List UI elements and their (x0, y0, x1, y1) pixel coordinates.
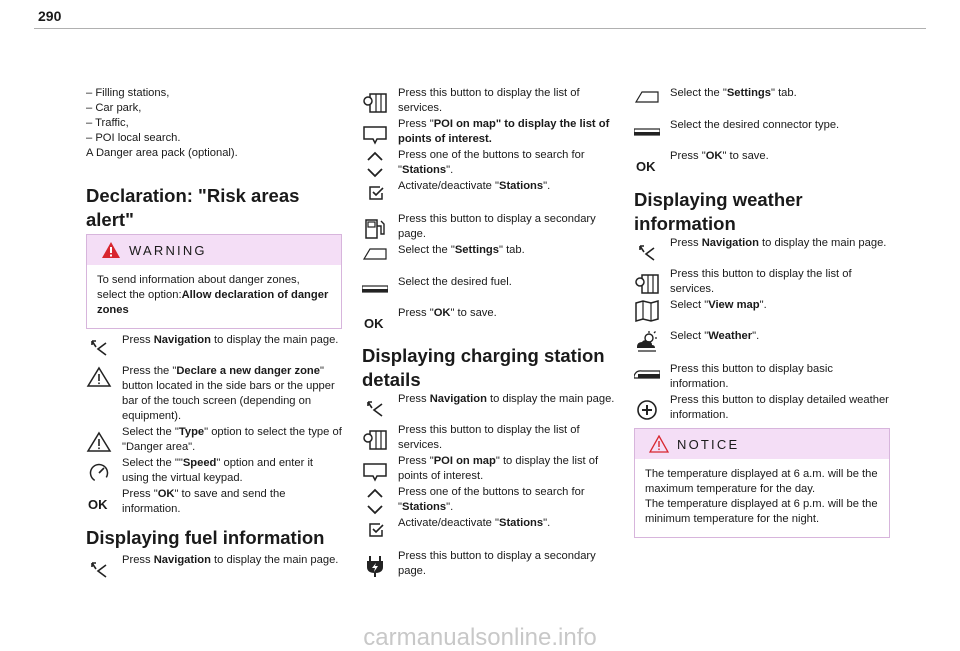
step-text (398, 516, 618, 531)
text-bold: OK (433, 307, 451, 319)
navigation-icon (86, 337, 112, 359)
step-text (398, 148, 618, 178)
text-bold: Stations (498, 517, 544, 529)
text-run: Select " (670, 299, 709, 311)
text-bold: Speed (182, 457, 217, 469)
text-run: Select the "" (122, 457, 183, 469)
text-run: to display the main page. (210, 554, 339, 566)
step-text: Select the desired connector type. (670, 119, 840, 131)
step-text: Press this button to display detailed weather information. (670, 394, 889, 421)
text-bold: Stations (401, 501, 447, 513)
list-item: – Filling stations, (86, 87, 170, 99)
section-heading-risk-areas: Declaration: "Risk areas alert" (86, 185, 300, 230)
weather-icon (634, 331, 660, 353)
text-bold: Navigation (701, 237, 759, 249)
step-text: Press this button to display basic information. (670, 363, 833, 390)
warning-title: WARNING (129, 243, 207, 258)
step-text: Press this button to display the list of services. (398, 87, 580, 114)
text-run: " button located in the side bars or the upper bar of the touch screen (depending on equipment). (122, 365, 335, 422)
step-text (122, 333, 342, 348)
text-bold: Weather (708, 330, 753, 342)
warning-icon (101, 241, 121, 259)
text-run: Press (670, 237, 702, 249)
danger-triangle-icon (86, 431, 112, 453)
text-bold: POI on map (433, 455, 496, 467)
text-run: ". (446, 164, 454, 176)
ok-icon (634, 155, 660, 177)
text-run: Press (398, 393, 430, 405)
section-heading-weather: Displaying weather information (634, 189, 803, 234)
text-run: ". (543, 180, 551, 192)
step-text: Press this button to display a secondary page. (398, 213, 596, 240)
text-run: to display the main page. (210, 334, 339, 346)
option-bar-icon (362, 283, 388, 295)
header-divider (34, 28, 926, 29)
chevron-down-icon (362, 166, 388, 180)
text-run: " to save. (722, 150, 769, 162)
text-run: " to save. (450, 307, 497, 319)
option-bar-icon (634, 126, 660, 138)
text-bold: Navigation (429, 393, 487, 405)
step-text (398, 243, 618, 258)
poi-map-icon (362, 123, 388, 145)
ok-icon (362, 312, 388, 334)
text-bold: View map (708, 299, 760, 311)
text-run: Press " (398, 455, 434, 467)
text-run: Select " (670, 330, 709, 342)
poi-map-icon (362, 460, 388, 482)
text-run: " option and enter it using the virtual keypad. (122, 457, 314, 484)
step-text (122, 553, 342, 568)
services-icon (362, 429, 388, 451)
navigation-icon (86, 559, 112, 581)
step-text (122, 456, 342, 486)
step-text: Press this button to display the list of services. (670, 268, 852, 295)
text-bold: OK (157, 488, 175, 500)
speedometer-icon (86, 462, 112, 484)
list-item: – Traffic, (86, 117, 129, 129)
services-icon (634, 273, 660, 295)
text-bold: Navigation (153, 554, 211, 566)
warning-body (87, 265, 341, 328)
text-run: Press " (398, 307, 434, 319)
section-heading-fuel: Displaying fuel information (86, 527, 325, 548)
warning-option: Allow declaration of danger zones (97, 289, 329, 316)
text-run: ". (446, 501, 454, 513)
ok-label: OK (88, 497, 108, 512)
charging-plug-icon (362, 555, 388, 577)
list-item: – POI local search. (86, 132, 181, 144)
text-bold: Navigation (153, 334, 211, 346)
text-run: Select the " (122, 426, 179, 438)
text-run: Press one of the buttons to search for " (398, 149, 585, 176)
warning-header (87, 235, 341, 265)
notice-body (635, 459, 889, 537)
text-run: Press (122, 334, 154, 346)
text-run: " tab. (498, 244, 525, 256)
text-bold: Declare a new danger zone (176, 365, 320, 377)
text-run: ". (543, 517, 551, 529)
notice-triangle-icon (649, 435, 669, 453)
step-text (398, 485, 618, 515)
notice-title: NOTICE (677, 437, 740, 452)
step-text: Press this button to display a secondary page. (398, 550, 596, 577)
text-run: to display the main page. (758, 237, 887, 249)
step-text (122, 487, 342, 517)
text-run: Press the " (122, 365, 177, 377)
step-text (122, 425, 342, 455)
checkbox-icon (362, 522, 388, 538)
step-text (398, 179, 618, 194)
text-run: Press (122, 554, 154, 566)
step-text (670, 149, 890, 164)
section-heading-charging: Displaying charging station details (362, 345, 605, 390)
text-run: Select the " (398, 244, 455, 256)
step-text: Press this button to display the list of services. (398, 424, 580, 451)
text-bold: Stations (401, 164, 447, 176)
text-run: Activate/deactivate " (398, 180, 499, 192)
step-text (398, 117, 618, 147)
chevron-up-icon (362, 486, 388, 500)
step-text (670, 86, 890, 101)
text-run: to display the main page. (486, 393, 615, 405)
text-bold: Stations (498, 180, 544, 192)
services-icon (362, 92, 388, 114)
warning-box (86, 234, 342, 329)
checkbox-icon (362, 185, 388, 201)
ok-label: OK (636, 159, 656, 174)
plus-circle-icon (634, 399, 660, 421)
ok-icon (86, 493, 112, 515)
settings-tab-icon (634, 90, 660, 104)
text-bold: Settings (454, 244, 499, 256)
step-text (670, 298, 890, 313)
text-run: Press " (670, 150, 706, 162)
text-run: Select the " (670, 87, 727, 99)
step-text (670, 236, 890, 251)
notice-text: The temperature displayed at 6 a.m. will be the maximum temperature for the day. (645, 468, 878, 495)
navigation-icon (634, 242, 660, 264)
watermark: carmanualsonline.info (363, 624, 597, 651)
text-bold: Settings (726, 87, 771, 99)
text-run: " to save and send the information. (122, 488, 286, 515)
step-text (398, 306, 618, 321)
text-run: Press " (398, 118, 434, 130)
list-item: – Car park, (86, 102, 142, 114)
text-run: ". (759, 299, 767, 311)
step-text (398, 392, 618, 407)
warning-text: To send information about danger zones, select the option: (97, 274, 300, 301)
chevron-down-icon (362, 503, 388, 517)
text-run: ". (752, 330, 760, 342)
text-run: Press one of the buttons to search for " (398, 486, 585, 513)
text-bold: OK (705, 150, 723, 162)
chevron-up-icon (362, 149, 388, 163)
text-run: " to display the list of points of interest. (398, 455, 599, 482)
settings-tab-icon (362, 247, 388, 261)
text-run: Press " (122, 488, 158, 500)
text-run: " tab. (770, 87, 797, 99)
feature-list (86, 86, 342, 161)
ok-label: OK (364, 316, 384, 331)
list-item: A Danger area pack (optional). (86, 147, 238, 159)
text-run: Activate/deactivate " (398, 517, 499, 529)
step-text (670, 329, 890, 344)
step-text (398, 454, 618, 484)
notice-header (635, 429, 889, 459)
navigation-icon (362, 398, 388, 420)
text-bold: POI on map" to display the list of points of interest. (398, 118, 610, 145)
notice-box (634, 428, 890, 538)
notice-text: The temperature displayed at 6 p.m. will be the minimum temperature for the night. (645, 498, 878, 525)
map-icon (634, 300, 660, 322)
step-text: Select the desired fuel. (398, 276, 512, 288)
text-bold: Type (178, 426, 205, 438)
page-number: 290 (38, 8, 62, 24)
danger-triangle-icon (86, 366, 112, 388)
text-run: " option to select the type of "Danger area". (122, 426, 342, 453)
step-text (122, 364, 342, 424)
info-bar-icon (634, 368, 660, 380)
fuel-pump-icon (362, 218, 388, 240)
